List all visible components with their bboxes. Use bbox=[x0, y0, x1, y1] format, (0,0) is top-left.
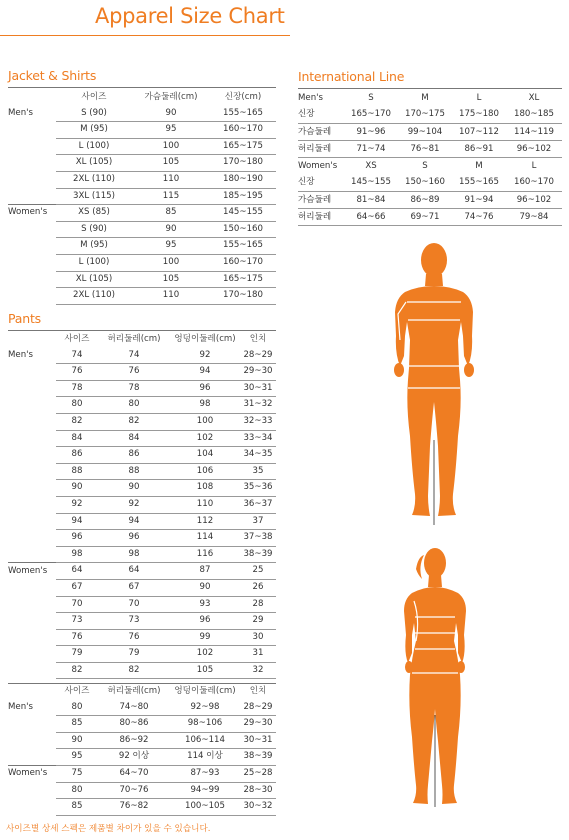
table-cell: 82 bbox=[56, 662, 98, 679]
table-cell: 88 bbox=[56, 463, 98, 480]
international-title-rule bbox=[298, 88, 562, 89]
table-cell: 104 bbox=[170, 447, 240, 464]
table-cell: 73 bbox=[56, 613, 98, 630]
table-cell: 36~37 bbox=[240, 496, 276, 513]
table-cell: 86 bbox=[98, 447, 170, 464]
column-header: XS bbox=[344, 158, 398, 175]
table-row bbox=[8, 799, 276, 816]
table-row bbox=[298, 209, 562, 226]
group-spacer bbox=[8, 188, 56, 205]
column-header: 사이즈 bbox=[81, 92, 107, 102]
group-spacer bbox=[8, 629, 56, 646]
group-label: Women's bbox=[8, 765, 56, 782]
group-spacer bbox=[8, 613, 56, 630]
table-cell: 100 bbox=[132, 254, 210, 271]
table-cell: 105 bbox=[170, 662, 240, 679]
column-header: S bbox=[398, 158, 452, 175]
column-header: 사이즈 bbox=[64, 334, 90, 344]
table-cell: 100~105 bbox=[170, 799, 240, 816]
group-spacer bbox=[8, 546, 56, 563]
group-spacer bbox=[8, 238, 56, 255]
table-cell: 31~32 bbox=[240, 397, 276, 414]
table-row bbox=[8, 662, 276, 679]
column-header: S bbox=[368, 93, 374, 103]
table-cell: 85 bbox=[132, 205, 210, 222]
column-header: L bbox=[506, 158, 562, 175]
table-cell: 155~165 bbox=[452, 174, 506, 191]
column-header: 신장(cm) bbox=[224, 92, 262, 102]
table-cell: 170~175 bbox=[398, 106, 452, 123]
column-header: 엉덩이둘레(cm) bbox=[174, 334, 236, 344]
table-cell: 180~185 bbox=[506, 106, 562, 123]
group-spacer bbox=[8, 430, 56, 447]
table-cell: 95 bbox=[132, 122, 210, 139]
table-cell: 25 bbox=[240, 563, 276, 580]
table-cell: 160~170 bbox=[210, 254, 276, 271]
table-cell: 96 bbox=[98, 530, 170, 547]
table-cell: 64 bbox=[98, 563, 170, 580]
column-header: XL bbox=[528, 93, 540, 103]
table-row bbox=[8, 530, 276, 547]
table-cell: 29~30 bbox=[240, 716, 276, 733]
table-cell: XS (85) bbox=[56, 205, 132, 222]
table-row bbox=[8, 782, 276, 799]
table-cell: 98 bbox=[56, 546, 98, 563]
group-spacer bbox=[8, 397, 56, 414]
group-spacer bbox=[8, 530, 56, 547]
table-cell: 80 bbox=[56, 397, 98, 414]
table-cell: 70~76 bbox=[98, 782, 170, 799]
table-cell: 76 bbox=[98, 364, 170, 381]
table-cell: S (90) bbox=[56, 221, 132, 238]
table-cell: 170~180 bbox=[210, 155, 276, 172]
group-label: Men's bbox=[8, 701, 33, 712]
group-spacer bbox=[8, 254, 56, 271]
table-cell: 25~28 bbox=[240, 765, 276, 782]
table-cell: 91~94 bbox=[452, 191, 506, 208]
jacket-title-rule bbox=[8, 87, 276, 88]
table-cell: 155~165 bbox=[210, 238, 276, 255]
table-cell: 150~160 bbox=[398, 174, 452, 191]
group-spacer bbox=[8, 662, 56, 679]
group-spacer bbox=[8, 480, 56, 497]
table-cell: 70 bbox=[56, 596, 98, 613]
table-row bbox=[8, 271, 276, 288]
table-header-row bbox=[8, 90, 276, 106]
jacket-size-table bbox=[8, 90, 276, 305]
table-cell: 105 bbox=[132, 271, 210, 288]
page-title: Apparel Size Chart bbox=[95, 4, 285, 28]
table-cell: 114 bbox=[170, 530, 240, 547]
column-header: 인치 bbox=[249, 686, 267, 696]
row-label: 신장 bbox=[298, 174, 344, 191]
table-header-row bbox=[298, 90, 562, 106]
group-spacer bbox=[8, 413, 56, 430]
table-cell: 87 bbox=[170, 563, 240, 580]
table-row bbox=[8, 348, 276, 364]
table-row bbox=[8, 430, 276, 447]
table-cell: 100 bbox=[170, 413, 240, 430]
group-label: Men's bbox=[8, 107, 33, 118]
table-cell: 106~114 bbox=[170, 732, 240, 749]
table-cell: 74~80 bbox=[98, 700, 170, 716]
table-cell: 75 bbox=[56, 765, 98, 782]
table-cell: S (90) bbox=[56, 106, 132, 122]
table-cell: 108 bbox=[170, 480, 240, 497]
footnote: 사이즈별 상세 스펙은 제품별 차이가 있을 수 있습니다. bbox=[6, 824, 211, 834]
table-cell: 116 bbox=[170, 546, 240, 563]
table-cell: 90 bbox=[132, 106, 210, 122]
table-cell: 93 bbox=[170, 596, 240, 613]
table-row bbox=[8, 646, 276, 663]
table-cell: 74 bbox=[56, 348, 98, 364]
table-cell: XL (105) bbox=[56, 271, 132, 288]
table-row bbox=[8, 288, 276, 305]
column-header: 엉덩이둘레(cm) bbox=[174, 686, 236, 696]
table-cell: 82 bbox=[98, 662, 170, 679]
table-cell: 81~84 bbox=[344, 191, 398, 208]
group-spacer bbox=[8, 122, 56, 139]
table-cell: 82 bbox=[98, 413, 170, 430]
table-row bbox=[8, 546, 276, 563]
table-cell: 86~89 bbox=[398, 191, 452, 208]
group-spacer bbox=[8, 447, 56, 464]
table-cell: 98 bbox=[98, 546, 170, 563]
table-row bbox=[8, 221, 276, 238]
table-row bbox=[298, 123, 562, 140]
table-row bbox=[8, 749, 276, 766]
table-cell: 96 bbox=[56, 530, 98, 547]
row-label: 허리둘레 bbox=[298, 140, 344, 157]
table-cell: 92 bbox=[98, 496, 170, 513]
group-spacer bbox=[8, 364, 56, 381]
table-cell: 71~74 bbox=[344, 140, 398, 157]
table-row bbox=[8, 732, 276, 749]
table-cell: 110 bbox=[132, 171, 210, 188]
table-row bbox=[8, 254, 276, 271]
table-cell: 180~190 bbox=[210, 171, 276, 188]
table-cell: 2XL (110) bbox=[56, 171, 132, 188]
table-row bbox=[8, 765, 276, 782]
group-label: Men's bbox=[298, 93, 323, 103]
table-cell: 82 bbox=[56, 413, 98, 430]
international-size-table bbox=[298, 90, 562, 226]
table-row bbox=[298, 174, 562, 191]
table-row bbox=[298, 140, 562, 157]
group-spacer bbox=[8, 171, 56, 188]
group-spacer bbox=[8, 749, 56, 766]
table-cell: 30~31 bbox=[240, 732, 276, 749]
table-cell: 114 이상 bbox=[170, 749, 240, 766]
group-spacer bbox=[8, 221, 56, 238]
table-cell: 28~29 bbox=[240, 348, 276, 364]
table-cell: 92~98 bbox=[170, 700, 240, 716]
table-cell: 33~34 bbox=[240, 430, 276, 447]
table-cell: 85 bbox=[56, 799, 98, 816]
table-cell: 30~31 bbox=[240, 380, 276, 397]
table-cell: 28~30 bbox=[240, 782, 276, 799]
group-spacer bbox=[8, 155, 56, 172]
table-cell: 100 bbox=[132, 138, 210, 155]
column-header: L bbox=[476, 93, 482, 103]
table-cell: 112 bbox=[170, 513, 240, 530]
group-spacer bbox=[8, 596, 56, 613]
table-cell: 88 bbox=[98, 463, 170, 480]
table-cell: 115 bbox=[132, 188, 210, 205]
table-cell: 102 bbox=[170, 646, 240, 663]
table-row bbox=[8, 629, 276, 646]
table-cell: 79 bbox=[56, 646, 98, 663]
table-header-row bbox=[8, 332, 276, 348]
table-cell: 160~170 bbox=[506, 174, 562, 191]
table-row bbox=[298, 106, 562, 123]
international-section-title: International Line bbox=[298, 69, 405, 84]
female-body-figure bbox=[380, 545, 490, 810]
group-spacer bbox=[8, 799, 56, 816]
table-cell: 78 bbox=[98, 380, 170, 397]
table-cell: 64~66 bbox=[344, 209, 398, 226]
table-header-row bbox=[8, 684, 276, 700]
table-cell: 107~112 bbox=[452, 123, 506, 140]
group-label: Women's bbox=[298, 158, 344, 175]
group-spacer bbox=[8, 380, 56, 397]
table-row bbox=[8, 463, 276, 480]
table-cell: 28 bbox=[240, 596, 276, 613]
table-cell: 78 bbox=[56, 380, 98, 397]
table-row bbox=[8, 716, 276, 733]
group-label: Women's bbox=[8, 205, 56, 222]
table-cell: 80 bbox=[56, 782, 98, 799]
table-cell: 87~93 bbox=[170, 765, 240, 782]
table-cell: 99 bbox=[170, 629, 240, 646]
table-cell: 150~160 bbox=[210, 221, 276, 238]
table-cell: 96~102 bbox=[506, 140, 562, 157]
table-cell: 90 bbox=[98, 480, 170, 497]
table-cell: 80 bbox=[56, 700, 98, 716]
table-cell: 85 bbox=[56, 716, 98, 733]
table-cell: 91~96 bbox=[344, 123, 398, 140]
table-row bbox=[8, 447, 276, 464]
table-cell: 3XL (115) bbox=[56, 188, 132, 205]
group-spacer bbox=[8, 579, 56, 596]
table-cell: 31 bbox=[240, 646, 276, 663]
table-cell: 165~175 bbox=[210, 138, 276, 155]
row-label: 신장 bbox=[298, 106, 344, 123]
table-row bbox=[8, 138, 276, 155]
group-spacer bbox=[8, 496, 56, 513]
table-cell: 34~35 bbox=[240, 447, 276, 464]
table-cell: 38~39 bbox=[240, 546, 276, 563]
table-row bbox=[8, 700, 276, 716]
table-row bbox=[8, 364, 276, 381]
table-cell: 80~86 bbox=[98, 716, 170, 733]
table-cell: 32~33 bbox=[240, 413, 276, 430]
table-cell: 92 이상 bbox=[98, 749, 170, 766]
table-cell: 79~84 bbox=[506, 209, 562, 226]
group-spacer bbox=[8, 782, 56, 799]
table-cell: 105 bbox=[132, 155, 210, 172]
table-cell: 96 bbox=[170, 613, 240, 630]
table-cell: 2XL (110) bbox=[56, 288, 132, 305]
table-cell: M (95) bbox=[56, 238, 132, 255]
table-cell: 67 bbox=[56, 579, 98, 596]
table-row bbox=[8, 513, 276, 530]
table-row bbox=[8, 188, 276, 205]
table-cell: 160~170 bbox=[210, 122, 276, 139]
table-cell: 94 bbox=[56, 513, 98, 530]
table-row bbox=[8, 563, 276, 580]
row-label: 허리둘레 bbox=[298, 209, 344, 226]
table-cell: 26 bbox=[240, 579, 276, 596]
table-cell: 84 bbox=[98, 430, 170, 447]
table-row bbox=[8, 596, 276, 613]
table-cell: 32 bbox=[240, 662, 276, 679]
table-cell: 99~104 bbox=[398, 123, 452, 140]
table-cell: 29 bbox=[240, 613, 276, 630]
pants-section-title: Pants bbox=[8, 311, 41, 326]
table-cell: 37~38 bbox=[240, 530, 276, 547]
table-cell: 98~106 bbox=[170, 716, 240, 733]
table-cell: 110 bbox=[170, 496, 240, 513]
table-cell: 28~29 bbox=[240, 700, 276, 716]
table-cell: 86 bbox=[56, 447, 98, 464]
table-row bbox=[8, 106, 276, 122]
table-cell: 96 bbox=[170, 380, 240, 397]
table-cell: 64~70 bbox=[98, 765, 170, 782]
table-row bbox=[8, 480, 276, 497]
column-header: M bbox=[421, 93, 429, 103]
row-label: 가슴둘레 bbox=[298, 191, 344, 208]
table-cell: 94 bbox=[170, 364, 240, 381]
column-header: M bbox=[452, 158, 506, 175]
table-cell: 79 bbox=[98, 646, 170, 663]
table-cell: 106 bbox=[170, 463, 240, 480]
table-row bbox=[8, 238, 276, 255]
table-cell: 67 bbox=[98, 579, 170, 596]
table-cell: 170~180 bbox=[210, 288, 276, 305]
table-cell: 74~76 bbox=[452, 209, 506, 226]
row-label: 가슴둘레 bbox=[298, 123, 344, 140]
group-spacer bbox=[8, 716, 56, 733]
table-cell: 76 bbox=[98, 629, 170, 646]
table-cell: 96~102 bbox=[506, 191, 562, 208]
pants-range-table bbox=[8, 683, 276, 816]
table-cell: 92 bbox=[170, 348, 240, 364]
jacket-section-title: Jacket & Shirts bbox=[8, 68, 97, 83]
table-cell: 155~165 bbox=[210, 106, 276, 122]
table-cell: 175~180 bbox=[452, 106, 506, 123]
table-cell: 76~81 bbox=[398, 140, 452, 157]
group-spacer bbox=[8, 463, 56, 480]
table-cell: 94 bbox=[98, 513, 170, 530]
group-spacer bbox=[8, 513, 56, 530]
column-header: 인치 bbox=[249, 334, 267, 344]
table-row bbox=[8, 122, 276, 139]
table-cell: XL (105) bbox=[56, 155, 132, 172]
column-header: 가슴둘레(cm) bbox=[144, 92, 198, 102]
table-cell: 70 bbox=[98, 596, 170, 613]
table-header-row bbox=[298, 158, 562, 175]
table-row bbox=[8, 496, 276, 513]
column-header: 사이즈 bbox=[64, 686, 90, 696]
table-cell: 84 bbox=[56, 430, 98, 447]
table-cell: 165~175 bbox=[210, 271, 276, 288]
group-spacer bbox=[8, 732, 56, 749]
table-cell: 64 bbox=[56, 563, 98, 580]
male-body-figure bbox=[360, 240, 510, 530]
table-cell: 145~155 bbox=[344, 174, 398, 191]
pants-title-rule bbox=[8, 330, 276, 331]
table-cell: 95 bbox=[132, 238, 210, 255]
table-cell: 145~155 bbox=[210, 205, 276, 222]
table-row bbox=[8, 613, 276, 630]
table-row bbox=[298, 191, 562, 208]
table-cell: 73 bbox=[98, 613, 170, 630]
table-cell: 94~99 bbox=[170, 782, 240, 799]
table-row bbox=[8, 380, 276, 397]
table-cell: 102 bbox=[170, 430, 240, 447]
table-cell: 76 bbox=[56, 364, 98, 381]
table-cell: 114~119 bbox=[506, 123, 562, 140]
group-label: Women's bbox=[8, 563, 56, 580]
table-cell: 30 bbox=[240, 629, 276, 646]
table-cell: 95 bbox=[56, 749, 98, 766]
group-spacer bbox=[8, 646, 56, 663]
group-label: Men's bbox=[8, 349, 33, 360]
table-cell: 38~39 bbox=[240, 749, 276, 766]
table-cell: 35 bbox=[240, 463, 276, 480]
table-cell: 165~170 bbox=[344, 106, 398, 123]
table-row bbox=[8, 171, 276, 188]
table-cell: 185~195 bbox=[210, 188, 276, 205]
table-cell: L (100) bbox=[56, 138, 132, 155]
table-cell: 76~82 bbox=[98, 799, 170, 816]
table-cell: 35~36 bbox=[240, 480, 276, 497]
title-divider bbox=[0, 35, 290, 36]
table-cell: 80 bbox=[98, 397, 170, 414]
table-cell: 76 bbox=[56, 629, 98, 646]
table-cell: 86~92 bbox=[98, 732, 170, 749]
table-row bbox=[8, 413, 276, 430]
table-cell: 92 bbox=[56, 496, 98, 513]
table-row bbox=[8, 397, 276, 414]
group-spacer bbox=[8, 271, 56, 288]
pants-size-table bbox=[8, 332, 276, 679]
table-cell: 110 bbox=[132, 288, 210, 305]
table-cell: 69~71 bbox=[398, 209, 452, 226]
table-cell: 90 bbox=[56, 732, 98, 749]
group-spacer bbox=[8, 138, 56, 155]
table-cell: 74 bbox=[98, 348, 170, 364]
table-cell: L (100) bbox=[56, 254, 132, 271]
table-cell: 90 bbox=[170, 579, 240, 596]
column-header: 허리둘레(cm) bbox=[107, 686, 161, 696]
table-cell: 30~32 bbox=[240, 799, 276, 816]
table-cell: 90 bbox=[132, 221, 210, 238]
group-spacer bbox=[8, 288, 56, 305]
table-cell: 29~30 bbox=[240, 364, 276, 381]
column-header: 허리둘레(cm) bbox=[107, 334, 161, 344]
table-row bbox=[8, 579, 276, 596]
table-cell: 90 bbox=[56, 480, 98, 497]
table-row bbox=[8, 205, 276, 222]
table-cell: 86~91 bbox=[452, 140, 506, 157]
table-row bbox=[8, 155, 276, 172]
table-cell: M (95) bbox=[56, 122, 132, 139]
table-cell: 98 bbox=[170, 397, 240, 414]
table-cell: 37 bbox=[240, 513, 276, 530]
